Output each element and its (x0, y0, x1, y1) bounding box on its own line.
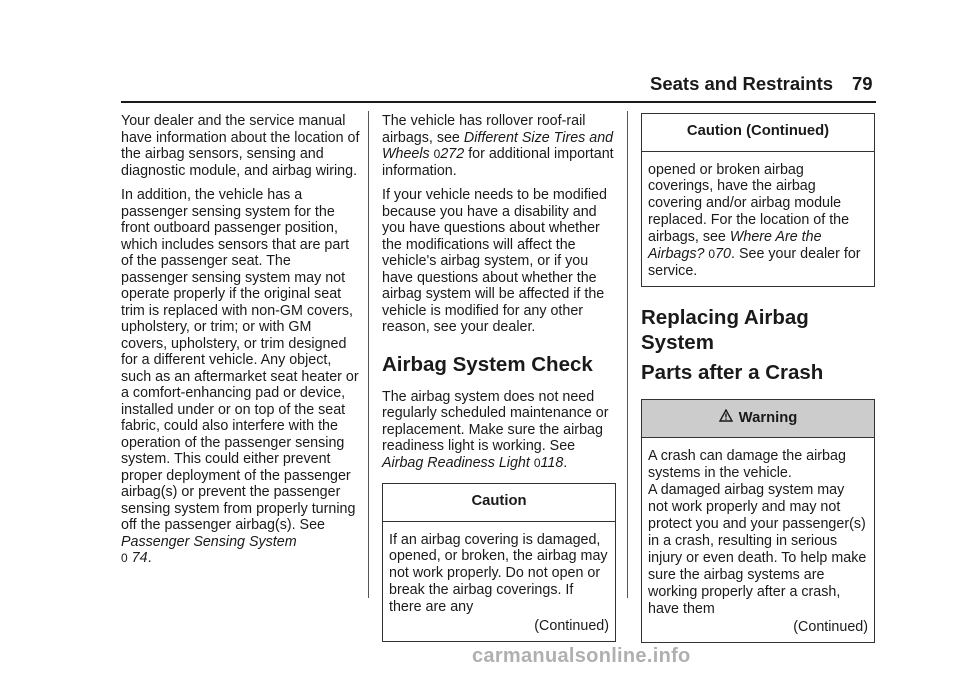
section-heading: Airbag System Check (382, 352, 593, 376)
page-arrow-icon: 0 (533, 455, 541, 470)
column-1 (121, 113, 361, 575)
column-3 (641, 113, 875, 643)
punctuation: . (563, 454, 568, 471)
warning-box (641, 399, 875, 643)
warning-title-bar (642, 400, 874, 439)
cross-reference-link[interactable]: Where Are the Airbags? (648, 229, 822, 263)
warning-text: A crash can damage the airbag systems in the vehicle. (648, 448, 846, 482)
caution-text-part: opened or broken airbag coverings, have the airbag covering and/or airbag module replaced. For the location of the airbags, see (648, 161, 850, 246)
cross-reference-page[interactable]: 74 (131, 550, 148, 566)
paragraph (382, 113, 616, 179)
paragraph-text: In addition, the vehicle has a passenger sensing system for the front outboard passenger position, which includes sensors that are part of the passenger seat. The passenger sensing system may not operate properly if the original seat trim is replaced with non-GM covers, upholstery, or trim; or with GM covers, upholstery, or trim designed for a different vehicle. Any object, such as an aftermarket seat heater or a comfort-enhancing pad or device, installed under or on top of the seat fabric, could also interfere with the operation of the passenger sensing system. This could either prevent proper deployment of the passenger airbag(s) or prevent the passenger sensing system from properly turning off the passenger airbag(s). See (121, 187, 359, 533)
warning-triangle-icon (719, 409, 733, 427)
continued-label: (Continued) (534, 618, 609, 635)
caution-text (648, 162, 868, 280)
caution-continued-title: Caution (Continued) (642, 114, 874, 152)
paragraph: If your vehicle needs to be modified because you have a disability and you have questions about whether the modifications will affect the vehicle's airbag system, or if you have questions about whether the airbag system will be affected if the vehicle is modified for any other reason, see your dealer. (382, 187, 607, 335)
paragraph-text: for additional important information. (382, 146, 614, 179)
column-divider-1 (368, 111, 369, 598)
column-2 (382, 113, 616, 642)
page-header-title: Seats and Restraints (650, 73, 834, 94)
page-arrow-icon: 0 (708, 247, 716, 262)
caution-continued-box (641, 113, 875, 287)
page-arrow-icon: 0 (121, 551, 128, 565)
paragraph-text: The airbag system does not need regularly scheduled maintenance or replacement. Make sure the airbag readiness light is working. See (382, 388, 609, 454)
page-arrow-icon: 0 (433, 147, 441, 161)
column-divider-2 (627, 111, 628, 598)
paragraph (382, 389, 616, 472)
cross-reference-link[interactable]: Different Size Tires and Wheels (382, 129, 614, 162)
section-heading-line: Replacing Airbag System (641, 305, 809, 354)
caution-box (382, 483, 616, 642)
cross-reference-page[interactable]: 118 (540, 454, 564, 471)
cross-reference-page[interactable]: 272 (440, 146, 465, 162)
warning-text: A damaged airbag system may not work properly and may not protect you and your passenger(s) in a crash, resulting in serious injury or even death. To help make sure the airbag systems are working properly after a crash, have them (648, 482, 867, 617)
continued-label: (Continued) (793, 619, 868, 636)
section-heading (641, 305, 875, 385)
paragraph: Your dealer and the service manual have information about the location of the airbag sensors, sensing and diagnostic module, and airbag wiring. (121, 113, 360, 179)
caution-text: If an airbag covering is damaged, opened, or broken, the airbag may not work properly. Do not open or break the airbag coverings. If there are any (389, 531, 608, 616)
caution-title: Caution (383, 484, 615, 522)
paragraph-text: The vehicle has rollover roof-rail airbags, see (382, 113, 586, 146)
header-rule (121, 101, 876, 103)
warning-body (642, 438, 874, 642)
page-number: 79 (852, 73, 873, 94)
caution-continued-body (642, 152, 874, 286)
punctuation: . (147, 550, 152, 566)
section-heading-line: Parts after a Crash (641, 360, 824, 384)
cross-reference-link[interactable]: Airbag Readiness Light (382, 454, 530, 471)
paragraph (121, 187, 361, 567)
caution-text-part: . See your dealer for service. (648, 246, 861, 279)
caution-body (383, 522, 615, 641)
warning-title: Warning (738, 409, 798, 426)
cross-reference-page[interactable]: 70 (715, 246, 732, 263)
cross-reference-link[interactable]: Passenger Sensing System (121, 533, 297, 550)
watermark: carmanualsonline.info (472, 645, 691, 667)
